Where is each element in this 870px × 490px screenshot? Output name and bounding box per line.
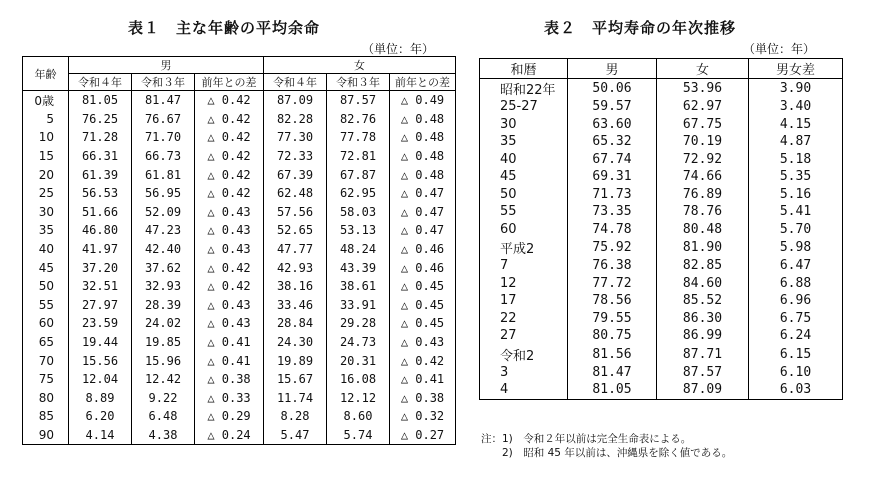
value-cell: △ 0.42 bbox=[195, 128, 264, 147]
value-cell: 52.09 bbox=[132, 203, 195, 222]
column-header: 令和４年 bbox=[264, 74, 327, 91]
value-cell: 4.87 bbox=[749, 133, 843, 151]
value-cell: 42.40 bbox=[132, 240, 195, 259]
value-cell: 66.73 bbox=[132, 147, 195, 166]
age-cell: 45 bbox=[38, 260, 54, 275]
value-cell: 61.81 bbox=[132, 165, 195, 184]
value-cell: △ 0.45 bbox=[390, 277, 456, 296]
value-cell: 12.42 bbox=[132, 370, 195, 389]
column-header: 令和４年 bbox=[69, 74, 132, 91]
value-cell: 81.90 bbox=[657, 238, 749, 257]
value-cell: △ 0.46 bbox=[390, 258, 456, 277]
era-cell: 60 bbox=[500, 221, 517, 237]
table-row bbox=[23, 426, 456, 445]
value-cell: 29.28 bbox=[327, 314, 390, 333]
value-cell: △ 0.43 bbox=[195, 240, 264, 259]
value-cell: △ 0.33 bbox=[195, 389, 264, 408]
value-cell: 5.47 bbox=[264, 426, 327, 445]
value-cell: 87.57 bbox=[657, 364, 749, 382]
value-cell: 53.96 bbox=[657, 79, 749, 99]
value-cell: △ 0.45 bbox=[390, 296, 456, 315]
value-cell: 8.60 bbox=[327, 407, 390, 426]
table-row bbox=[480, 275, 843, 293]
value-cell: 86.99 bbox=[657, 327, 749, 345]
age-cell: 15 bbox=[38, 149, 54, 164]
value-cell: △ 0.47 bbox=[390, 221, 456, 240]
life-expectancy-by-age-table bbox=[22, 56, 456, 445]
age-cell: 65 bbox=[38, 335, 54, 350]
table-row bbox=[480, 310, 843, 328]
value-cell: △ 0.41 bbox=[195, 333, 264, 352]
table-row bbox=[23, 351, 456, 370]
value-cell: 28.39 bbox=[132, 296, 195, 315]
value-cell: △ 0.48 bbox=[390, 110, 456, 129]
table-row bbox=[480, 238, 843, 257]
value-cell: △ 0.49 bbox=[390, 91, 456, 110]
value-cell: △ 0.38 bbox=[195, 370, 264, 389]
value-cell: 72.81 bbox=[327, 147, 390, 166]
value-cell: 23.59 bbox=[69, 314, 132, 333]
era-cell: 40 bbox=[500, 151, 517, 167]
value-cell: 15.96 bbox=[132, 351, 195, 370]
value-cell: △ 0.38 bbox=[390, 389, 456, 408]
value-cell: 61.39 bbox=[69, 165, 132, 184]
value-cell: 5.41 bbox=[749, 203, 843, 221]
era-cell: 7 bbox=[500, 258, 509, 274]
age-cell: 35 bbox=[38, 223, 54, 238]
table-row bbox=[23, 407, 456, 426]
value-cell: 80.48 bbox=[657, 221, 749, 239]
value-cell: △ 0.29 bbox=[195, 407, 264, 426]
table-row bbox=[23, 221, 456, 240]
value-cell: △ 0.41 bbox=[390, 370, 456, 389]
value-cell: 46.80 bbox=[69, 221, 132, 240]
value-cell: 24.02 bbox=[132, 314, 195, 333]
value-cell: 73.35 bbox=[568, 203, 657, 221]
value-cell: 62.97 bbox=[657, 98, 749, 116]
value-cell: 74.78 bbox=[568, 221, 657, 239]
value-cell: 3.90 bbox=[749, 79, 843, 99]
value-cell: 58.03 bbox=[327, 203, 390, 222]
value-cell: 85.52 bbox=[657, 292, 749, 310]
table-row bbox=[23, 389, 456, 408]
value-cell: 87.71 bbox=[657, 345, 749, 364]
value-cell: 79.55 bbox=[568, 310, 657, 328]
value-cell: △ 0.27 bbox=[390, 426, 456, 445]
table-row bbox=[480, 327, 843, 345]
value-cell: 74.66 bbox=[657, 168, 749, 186]
column-header: 令和３年 bbox=[327, 74, 390, 91]
value-cell: 38.61 bbox=[327, 277, 390, 296]
table-row bbox=[480, 186, 843, 204]
value-cell: 78.76 bbox=[657, 203, 749, 221]
value-cell: 56.95 bbox=[132, 184, 195, 203]
value-cell: 6.75 bbox=[749, 310, 843, 328]
age-cell: 5 bbox=[46, 111, 54, 126]
age-cell: 80 bbox=[38, 390, 54, 405]
value-cell: 76.25 bbox=[69, 110, 132, 129]
value-cell: 15.56 bbox=[69, 351, 132, 370]
value-cell: 75.92 bbox=[568, 238, 657, 257]
value-cell: 41.97 bbox=[69, 240, 132, 259]
table-row bbox=[23, 147, 456, 166]
value-cell: △ 0.43 bbox=[195, 314, 264, 333]
value-cell: 67.75 bbox=[657, 116, 749, 134]
table1-title: 表１ 主な年齢の平均余命 bbox=[128, 19, 321, 37]
value-cell: 6.96 bbox=[749, 292, 843, 310]
value-cell: 20.31 bbox=[327, 351, 390, 370]
value-cell: 82.76 bbox=[327, 110, 390, 129]
value-cell: 86.30 bbox=[657, 310, 749, 328]
male-header: 男 bbox=[69, 57, 264, 74]
age-header: 年齢 bbox=[23, 57, 69, 91]
table-row bbox=[23, 296, 456, 315]
value-cell: 32.51 bbox=[69, 277, 132, 296]
value-cell: 42.93 bbox=[264, 258, 327, 277]
value-cell: 81.05 bbox=[568, 381, 657, 399]
value-cell: 11.74 bbox=[264, 389, 327, 408]
value-cell: 8.28 bbox=[264, 407, 327, 426]
value-cell: 5.16 bbox=[749, 186, 843, 204]
note-line: 注：1) 令和２年以前は完全生命表による。 bbox=[481, 433, 692, 445]
value-cell: △ 0.43 bbox=[195, 221, 264, 240]
value-cell: 33.91 bbox=[327, 296, 390, 315]
value-cell: 81.05 bbox=[69, 91, 132, 110]
table-row bbox=[480, 133, 843, 151]
value-cell: 87.09 bbox=[264, 91, 327, 110]
value-cell: 71.73 bbox=[568, 186, 657, 204]
value-cell: 5.35 bbox=[749, 168, 843, 186]
value-cell: 19.85 bbox=[132, 333, 195, 352]
value-cell: 65.32 bbox=[568, 133, 657, 151]
value-cell: 80.75 bbox=[568, 327, 657, 345]
value-cell: 27.97 bbox=[69, 296, 132, 315]
column-header: 男女差 bbox=[749, 59, 843, 79]
table-row bbox=[23, 165, 456, 184]
era-cell: 35 bbox=[500, 134, 517, 150]
era-cell: 4 bbox=[500, 382, 509, 398]
value-cell: 5.98 bbox=[749, 238, 843, 257]
value-cell: 51.66 bbox=[69, 203, 132, 222]
value-cell: △ 0.42 bbox=[195, 147, 264, 166]
era-cell: 30 bbox=[500, 116, 517, 132]
female-header: 女 bbox=[264, 57, 456, 74]
table2-notes bbox=[481, 432, 732, 460]
value-cell: 84.60 bbox=[657, 275, 749, 293]
value-cell: 47.23 bbox=[132, 221, 195, 240]
value-cell: 52.65 bbox=[264, 221, 327, 240]
value-cell: 87.57 bbox=[327, 91, 390, 110]
value-cell: △ 0.42 bbox=[195, 165, 264, 184]
value-cell: 19.44 bbox=[69, 333, 132, 352]
value-cell: 19.89 bbox=[264, 351, 327, 370]
value-cell: 3.40 bbox=[749, 98, 843, 116]
value-cell: 57.56 bbox=[264, 203, 327, 222]
value-cell: 81.56 bbox=[568, 345, 657, 364]
era-cell: 50 bbox=[500, 186, 517, 202]
value-cell: 72.33 bbox=[264, 147, 327, 166]
table-row bbox=[480, 151, 843, 169]
table-row bbox=[480, 364, 843, 382]
era-cell: 平成2 bbox=[500, 242, 535, 257]
table-row bbox=[23, 184, 456, 203]
value-cell: △ 0.42 bbox=[195, 184, 264, 203]
age-cell: 10 bbox=[38, 130, 54, 145]
value-cell: 78.56 bbox=[568, 292, 657, 310]
value-cell: △ 0.41 bbox=[195, 351, 264, 370]
table2-title: 表２ 平均寿命の年次推移 bbox=[544, 19, 737, 37]
column-header: 令和３年 bbox=[132, 74, 195, 91]
value-cell: 87.09 bbox=[657, 381, 749, 399]
column-header: 前年との差 bbox=[390, 74, 456, 91]
age-cell: 40 bbox=[38, 242, 54, 257]
value-cell: △ 0.48 bbox=[390, 147, 456, 166]
value-cell: 24.30 bbox=[264, 333, 327, 352]
value-cell: 71.28 bbox=[69, 128, 132, 147]
table-row bbox=[23, 333, 456, 352]
table-row bbox=[480, 168, 843, 186]
value-cell: 43.39 bbox=[327, 258, 390, 277]
value-cell: 5.70 bbox=[749, 221, 843, 239]
table-row bbox=[23, 91, 456, 110]
value-cell: △ 0.42 bbox=[195, 258, 264, 277]
value-cell: 67.74 bbox=[568, 151, 657, 169]
value-cell: 77.72 bbox=[568, 275, 657, 293]
era-cell: 45 bbox=[500, 169, 517, 185]
value-cell: 6.20 bbox=[69, 407, 132, 426]
value-cell: 63.60 bbox=[568, 116, 657, 134]
age-cell: 70 bbox=[38, 353, 54, 368]
value-cell: 70.19 bbox=[657, 133, 749, 151]
value-cell: △ 0.43 bbox=[195, 203, 264, 222]
value-cell: 33.46 bbox=[264, 296, 327, 315]
table-row bbox=[480, 79, 843, 99]
table-row bbox=[23, 110, 456, 129]
value-cell: 82.28 bbox=[264, 110, 327, 129]
value-cell: 82.85 bbox=[657, 257, 749, 275]
era-cell: 3 bbox=[500, 364, 509, 380]
value-cell: 77.78 bbox=[327, 128, 390, 147]
value-cell: 6.24 bbox=[749, 327, 843, 345]
value-cell: 6.03 bbox=[749, 381, 843, 399]
table-row bbox=[480, 257, 843, 275]
era-cell: 25-27 bbox=[500, 99, 538, 115]
value-cell: 16.08 bbox=[327, 370, 390, 389]
table-row bbox=[480, 203, 843, 221]
table-row bbox=[23, 128, 456, 147]
value-cell: 48.24 bbox=[327, 240, 390, 259]
value-cell: 32.93 bbox=[132, 277, 195, 296]
era-cell: 27 bbox=[500, 328, 517, 344]
age-cell: 30 bbox=[38, 204, 54, 219]
note-line: 2) 昭和 45 年以前は、沖縄県を除く値である。 bbox=[481, 447, 733, 459]
value-cell: 6.10 bbox=[749, 364, 843, 382]
table-row bbox=[480, 116, 843, 134]
age-cell: 55 bbox=[38, 297, 54, 312]
value-cell: 76.67 bbox=[132, 110, 195, 129]
era-cell: 22 bbox=[500, 310, 517, 326]
value-cell: 12.04 bbox=[69, 370, 132, 389]
value-cell: 9.22 bbox=[132, 389, 195, 408]
value-cell: 5.18 bbox=[749, 151, 843, 169]
table-row bbox=[23, 314, 456, 333]
value-cell: 24.73 bbox=[327, 333, 390, 352]
value-cell: 62.48 bbox=[264, 184, 327, 203]
value-cell: 4.14 bbox=[69, 426, 132, 445]
value-cell: 37.20 bbox=[69, 258, 132, 277]
value-cell: △ 0.47 bbox=[390, 203, 456, 222]
value-cell: 6.15 bbox=[749, 345, 843, 364]
value-cell: 12.12 bbox=[327, 389, 390, 408]
value-cell: 38.16 bbox=[264, 277, 327, 296]
table-row bbox=[480, 292, 843, 310]
value-cell: 5.74 bbox=[327, 426, 390, 445]
age-cell: 20 bbox=[38, 167, 54, 182]
value-cell: 81.47 bbox=[568, 364, 657, 382]
value-cell: 8.89 bbox=[69, 389, 132, 408]
value-cell: 4.15 bbox=[749, 116, 843, 134]
table-row bbox=[480, 381, 843, 399]
value-cell: △ 0.48 bbox=[390, 165, 456, 184]
column-header: 男 bbox=[568, 59, 657, 79]
age-cell: 60 bbox=[38, 316, 54, 331]
value-cell: △ 0.42 bbox=[195, 91, 264, 110]
era-cell: 12 bbox=[500, 275, 517, 291]
age-cell: 90 bbox=[38, 427, 54, 442]
value-cell: 15.67 bbox=[264, 370, 327, 389]
life-expectancy-trend-table bbox=[479, 58, 843, 400]
value-cell: 72.92 bbox=[657, 151, 749, 169]
value-cell: 50.06 bbox=[568, 79, 657, 99]
value-cell: 6.48 bbox=[132, 407, 195, 426]
value-cell: △ 0.32 bbox=[390, 407, 456, 426]
value-cell: 59.57 bbox=[568, 98, 657, 116]
era-cell: 令和2 bbox=[500, 348, 535, 364]
value-cell: 47.77 bbox=[264, 240, 327, 259]
value-cell: 62.95 bbox=[327, 184, 390, 203]
era-cell: 17 bbox=[500, 293, 517, 309]
age-cell: 75 bbox=[38, 372, 54, 387]
age-cell: 50 bbox=[38, 279, 54, 294]
value-cell: 81.47 bbox=[132, 91, 195, 110]
era-cell: 昭和22年 bbox=[500, 83, 556, 98]
value-cell: △ 0.47 bbox=[390, 184, 456, 203]
value-cell: △ 0.42 bbox=[195, 110, 264, 129]
value-cell: △ 0.24 bbox=[195, 426, 264, 445]
column-header: 女 bbox=[657, 59, 749, 79]
table-row bbox=[23, 258, 456, 277]
value-cell: 77.30 bbox=[264, 128, 327, 147]
column-header: 和暦 bbox=[480, 59, 568, 79]
value-cell: 37.62 bbox=[132, 258, 195, 277]
age-cell: 85 bbox=[38, 409, 54, 424]
value-cell: △ 0.42 bbox=[195, 277, 264, 296]
value-cell: 76.38 bbox=[568, 257, 657, 275]
table2-unit: （単位：年） bbox=[743, 42, 816, 56]
table-row bbox=[23, 240, 456, 259]
value-cell: 4.38 bbox=[132, 426, 195, 445]
table-row bbox=[23, 277, 456, 296]
value-cell: 6.88 bbox=[749, 275, 843, 293]
age-cell: 25 bbox=[38, 186, 54, 201]
table-row bbox=[480, 221, 843, 239]
value-cell: 66.31 bbox=[69, 147, 132, 166]
value-cell: △ 0.46 bbox=[390, 240, 456, 259]
value-cell: 76.89 bbox=[657, 186, 749, 204]
value-cell: 67.87 bbox=[327, 165, 390, 184]
value-cell: 53.13 bbox=[327, 221, 390, 240]
table-row bbox=[23, 370, 456, 389]
value-cell: 69.31 bbox=[568, 168, 657, 186]
table-row bbox=[480, 98, 843, 116]
value-cell: △ 0.42 bbox=[390, 351, 456, 370]
era-cell: 55 bbox=[500, 204, 517, 220]
value-cell: 28.84 bbox=[264, 314, 327, 333]
table1-unit: （単位：年） bbox=[362, 42, 435, 56]
value-cell: 56.53 bbox=[69, 184, 132, 203]
value-cell: △ 0.43 bbox=[195, 296, 264, 315]
value-cell: △ 0.45 bbox=[390, 314, 456, 333]
table-row bbox=[480, 345, 843, 364]
value-cell: 67.39 bbox=[264, 165, 327, 184]
value-cell: 6.47 bbox=[749, 257, 843, 275]
value-cell: △ 0.48 bbox=[390, 128, 456, 147]
table-row bbox=[23, 203, 456, 222]
column-header: 前年との差 bbox=[195, 74, 264, 91]
value-cell: △ 0.43 bbox=[390, 333, 456, 352]
value-cell: 71.70 bbox=[132, 128, 195, 147]
age-cell: 0歳 bbox=[34, 93, 54, 108]
